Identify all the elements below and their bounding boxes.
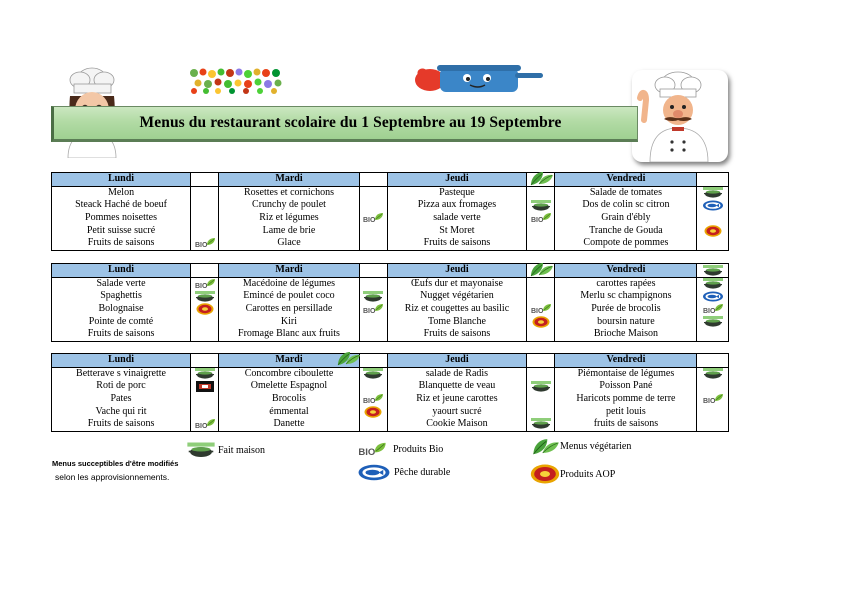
day-header: Lundi [52, 173, 191, 187]
menu-item: Merlu sc champignons [555, 290, 697, 303]
menu-item: Grain d'ébly [555, 212, 697, 225]
menu-item: Crunchy de poulet [219, 199, 359, 212]
homemade-pot-icon [194, 291, 216, 302]
aop-seal-icon [530, 464, 560, 484]
day-header: Mardi [219, 354, 359, 368]
vegetarian-leaf-icon [528, 261, 554, 277]
menu-item: Concombre ciboulette [219, 367, 359, 380]
menu-table-week-3 [51, 353, 729, 432]
menu-item: Tome Blanche [387, 315, 526, 328]
menu-item: Melon [52, 186, 191, 199]
day-header: Vendredi [555, 173, 697, 187]
table-row [52, 186, 729, 199]
table-row [52, 380, 729, 393]
menu-item: Betterave s vinaigrette [52, 367, 191, 380]
vegetarian-leaf-icon [530, 435, 560, 457]
menu-item: Fruits de saisons [52, 328, 191, 341]
menu-item: boursin nature [555, 315, 697, 328]
menu-item: Petit suisse sucré [52, 224, 191, 237]
bio-leaf-icon [362, 212, 384, 223]
menu-item: St Moret [387, 224, 526, 237]
menu-item: Rosettes et cornichons [219, 186, 359, 199]
table-row [52, 290, 729, 303]
menu-item: Tranche de Gouda [555, 224, 697, 237]
table-row [52, 303, 729, 316]
menu-item: Kiri [219, 315, 359, 328]
homemade-pot-icon [362, 291, 384, 302]
vegetables-icon [188, 67, 285, 94]
menu-item: émmental [219, 405, 359, 418]
table-row [52, 328, 729, 341]
menu-item: Bolognaise [52, 303, 191, 316]
day-header: Lundi [52, 264, 191, 278]
aop-seal-icon [196, 303, 214, 315]
menu-item: Pommes noisettes [52, 212, 191, 225]
menu-item: Fruits de saisons [52, 418, 191, 431]
table-header-row [52, 173, 729, 187]
menu-item: Lame de brie [219, 224, 359, 237]
bio-leaf-icon [362, 303, 384, 314]
bio-leaf-icon [702, 393, 724, 404]
menu-item: Nugget végétarien [387, 290, 526, 303]
menu-item: yaourt sucré [387, 405, 526, 418]
sustainable-fishing-icon [356, 464, 392, 481]
menu-item: Piémontaise de légumes [555, 367, 697, 380]
table-row [52, 315, 729, 328]
menu-item: carottes rapées [555, 277, 697, 290]
menu-item: Riz et jeune carottes [387, 393, 526, 406]
menu-item: Poisson Pané [555, 380, 697, 393]
page-title: Menus du restaurant scolaire du 1 Septembre au 19 Septembre [51, 106, 638, 142]
menu-item: Danette [219, 418, 359, 431]
table-row [52, 237, 729, 250]
homemade-pot-icon [702, 187, 724, 198]
day-header: Vendredi [555, 354, 697, 368]
menu-item: Pointe de comté [52, 315, 191, 328]
day-header: Jeudi [387, 173, 526, 187]
menu-table-week-2 [51, 263, 729, 342]
day-header: Jeudi [387, 354, 526, 368]
bio-leaf-icon [194, 237, 216, 248]
menu-item: Roti de porc [52, 380, 191, 393]
homemade-pot-icon [530, 381, 552, 392]
menu-item: Pizza aux fromages [387, 199, 526, 212]
menu-item: Macédoine de légumes [219, 277, 359, 290]
day-header: Mardi [219, 264, 359, 278]
vegetarian-leaf-icon [528, 170, 554, 186]
sustainable-fishing-icon [702, 291, 724, 302]
homemade-pot-icon [362, 368, 384, 379]
menu-item: Purée de brocolis [555, 303, 697, 316]
table-row [52, 199, 729, 212]
menu-item: Fruits de saisons [387, 237, 526, 250]
menu-item: Emincé de poulet coco [219, 290, 359, 303]
menu-item: salade de Radis [387, 367, 526, 380]
menu-item: Pates [52, 393, 191, 406]
menu-item: Dos de colin sc citron [555, 199, 697, 212]
day-header: Vendredi [555, 264, 697, 278]
menu-item: Riz et cougettes au basilic [387, 303, 526, 316]
menu-item: Pasteque [387, 186, 526, 199]
aop-seal-icon [364, 406, 382, 418]
menu-table-week-1 [51, 172, 729, 251]
legend-vegetarien: Menus végétarien [530, 435, 631, 457]
menu-item: petit louis [555, 405, 697, 418]
menu-item: Salade de tomates [555, 186, 697, 199]
table-row [52, 212, 729, 225]
table-row [52, 367, 729, 380]
homemade-pot-icon [186, 440, 216, 460]
day-header: Jeudi [387, 264, 526, 278]
bio-leaf-icon [362, 393, 384, 404]
table-row [52, 418, 729, 431]
homemade-pot-icon [702, 368, 724, 379]
day-header: Lundi [52, 354, 191, 368]
menu-item: Compote de pommes [555, 237, 697, 250]
vegetarian-leaf-icon [335, 350, 361, 366]
menu-item: Glace [219, 237, 359, 250]
menu-item: Fruits de saisons [52, 237, 191, 250]
cooking-pot-icon [395, 58, 550, 96]
menu-item: Haricots pomme de terre [555, 393, 697, 406]
menu-item: Œufs dur et mayonaise [387, 277, 526, 290]
bio-leaf-icon [530, 212, 552, 223]
bio-leaf-icon [530, 303, 552, 314]
table-header-row [52, 264, 729, 278]
homemade-pot-icon [702, 278, 724, 289]
table-row [52, 405, 729, 418]
legend-bio: Produits Bio [357, 440, 443, 458]
menu-item: Riz et légumes [219, 212, 359, 225]
legend-peche: Pêche durable [356, 464, 450, 481]
legend-fait-maison: Fait maison [186, 440, 265, 460]
aop-seal-icon [704, 225, 722, 237]
homemade-pot-icon [530, 418, 552, 429]
table-row [52, 393, 729, 406]
menu-item: Carottes en persillade [219, 303, 359, 316]
menu-item: salade verte [387, 212, 526, 225]
day-header: Mardi [219, 173, 359, 187]
sustainable-fishing-icon [702, 200, 724, 211]
menu-item: Steack Haché de boeuf [52, 199, 191, 212]
menu-item: Blanquette de veau [387, 380, 526, 393]
menu-item: Omelette Espagnol [219, 380, 359, 393]
menu-item: Vache qui rit [52, 405, 191, 418]
chef-man-icon [632, 70, 728, 162]
menu-item: Brioche Maison [555, 328, 697, 341]
pork-origin-icon [194, 381, 216, 392]
table-header-row [52, 354, 729, 368]
homemade-pot-icon [194, 368, 216, 379]
homemade-pot-icon [702, 316, 724, 327]
bio-leaf-icon [702, 303, 724, 314]
menu-item: Fruits de saisons [387, 328, 526, 341]
aop-seal-icon [532, 316, 550, 328]
bio-leaf-icon [194, 278, 216, 289]
homemade-pot-icon [530, 200, 552, 211]
table-row [52, 277, 729, 290]
menu-item: Salade verte [52, 277, 191, 290]
menu-disclaimer-line-2: selon les approvisionnements. [55, 472, 170, 482]
menu-disclaimer-line-1: Menus succeptibles d'être modifiés [52, 459, 179, 468]
legend-aop: Produits AOP [530, 464, 615, 484]
menu-item: fruits de saisons [555, 418, 697, 431]
table-row [52, 224, 729, 237]
menu-item: Brocolis [219, 393, 359, 406]
bio-leaf-icon [357, 440, 387, 458]
menu-item: Spaghettis [52, 290, 191, 303]
bio-leaf-icon [194, 418, 216, 429]
menu-item: Fromage Blanc aux fruits [219, 328, 359, 341]
homemade-pot-icon [702, 265, 724, 276]
menu-item: Cookie Maison [387, 418, 526, 431]
